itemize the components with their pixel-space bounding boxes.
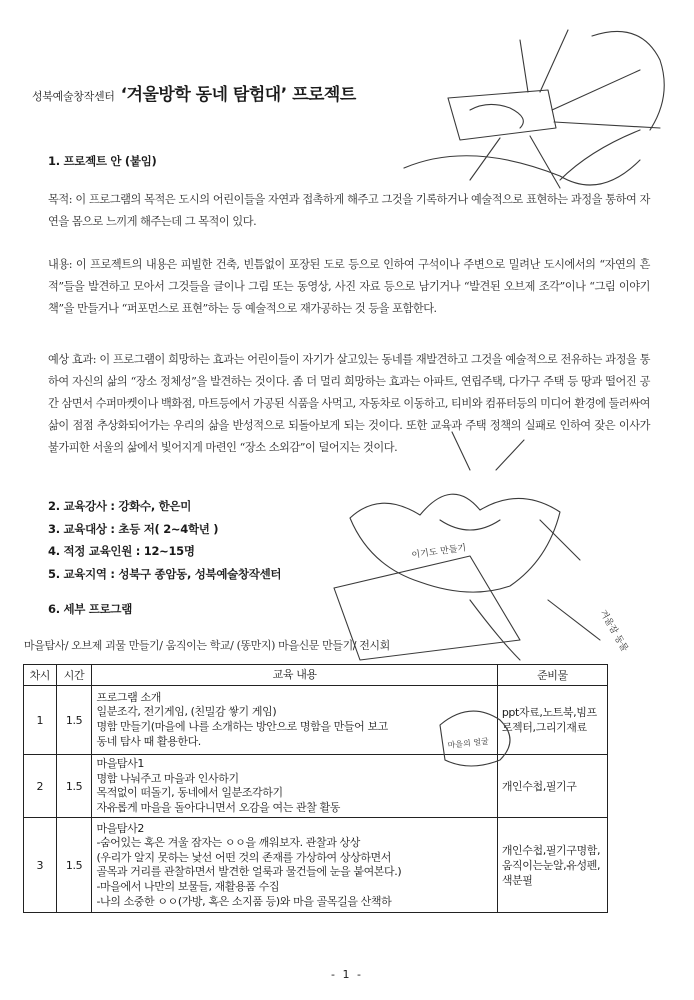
creature-doodle-mid: [350, 432, 560, 592]
session-number: 3: [24, 818, 57, 913]
section-6-heading: 6. 세부 프로그램: [48, 602, 133, 616]
content-paragraph: 내용: 이 프로젝트의 내용은 피빌한 건축, 빈틈없이 포장된 도로 등으로 인하여 구석이나 주변으로 밀려난 도시에서의 “자연의 흔적”들을 발견하고 모아서 그것들을 글이나 그림 또는 동영상, 사진 자료 등으로 남기거나 “발견된 오브제 조각”이나 “그림 이야기 책”을 만들거나 “퍼포먼스로 표현”하는 등 예술적으로 재가공하는 것 등을 포함한다.: [48, 258, 650, 315]
header-time: 시간: [56, 665, 92, 686]
content-line: -숨어있는 혹은 겨울 잠자는 ㅇㅇ을 깨워보자. 관찰과 상상: [96, 836, 361, 850]
effect-paragraph: 예상 효과: 이 프로그램이 희망하는 효과는 어린이들이 자기가 살고있는 동네를 재발견하고 그것을 예술적으로 전유하는 과정을 통하여 자신의 삶의 “장소 정체성”을 발견하는 것이다. 좀 더 멀리 희망하는 효과는 아파트, 연립주택, 다가구 주택 등 땅과 떨어진 공간 삼면서 수퍼마켓이나 백화점, 마트등에서 가공된 식품을 사먹고, 자동차로 이동하고, 티비와 컴퓨터등의 미디어 환경에 둘러싸여 삶이 점점 추상화되어가는 우리의 삶을 반성적으로 되돌아보게 되는 것이다. 또한 교육과 주택 정책의 실패로 인하여 잦은 이사가 불가피한 서울의 삶에서 빛어지게 마련인 “장소 소외감”이 덜어지는 것이다.: [48, 353, 650, 454]
content-line: -나의 소중한 ㅇㅇ(가방, 혹은 소지품 등)와 마을 골목길을 산책하: [96, 894, 392, 908]
content-line: 마을탐사2: [96, 821, 144, 835]
creature-doodle-top: [404, 30, 660, 188]
project-title: ‘겨울방학 동네 탐험대’ 프로젝트: [120, 85, 356, 105]
class-size-line: 4. 적정 교육인원 : 12~15명: [48, 544, 195, 558]
purpose-paragraph: 목적: 이 프로그램의 목적은 도시의 어린이들을 자연과 접촉하게 해주고 그것을 기록하거나 예술적으로 표현하는 과정을 통하여 자연을 몸으로 느끼게 해주는데 그 목적이 있다.: [48, 193, 650, 228]
instructor-line: 2. 교육강사 : 강화수, 한은미: [48, 499, 192, 513]
content-line: -마을에서 나만의 보물들, 재활용품 수집: [96, 879, 280, 893]
session-time: 1.5: [56, 818, 92, 913]
handwritten-note-3: 마을의 얼굴: [447, 736, 490, 750]
content-line: 프로그램 소개: [96, 690, 161, 704]
session-number: 2: [24, 755, 57, 818]
session-supplies: 개인수첩,필기구명함,움직이는눈알,유성펜,색분필: [497, 818, 607, 913]
organization-name: 성북예술창작센터: [32, 90, 115, 103]
session-supplies: 개인수첩,필기구: [497, 755, 607, 818]
handwritten-note-2: 겨울잠 동물: [597, 608, 630, 654]
area-line: 5. 교육지역 : 성북구 종암동, 성북예술창작센터: [48, 566, 282, 581]
content-line: 자유롭게 마을을 돌아다니면서 오감을 여는 관찰 활동: [96, 800, 341, 814]
content-line: 일분조각, 전기게임, (친밀감 쌓기 게임): [96, 705, 277, 719]
section-1-heading: 1. 프로젝트 안 (붙임): [48, 154, 157, 168]
content-line: 명함 만들기(마을에 나를 소개하는 방안으로 명함을 만들어 보고: [96, 720, 388, 733]
header-session: 차시: [24, 665, 57, 686]
program-summary: 마을탐사/ 오브제 괴물 만들기/ 움직이는 학교/ (똥만지) 마을신문 만들기/ 전시회: [24, 639, 390, 652]
header-content: 교육 내용: [92, 665, 497, 686]
content-line: 마을탐사1: [96, 757, 144, 770]
content-line: 동네 탐사 때 활용한다.: [96, 734, 201, 748]
session-time: 1.5: [56, 755, 92, 818]
session-time: 1.5: [56, 686, 92, 755]
content-line: (우리가 알지 못하는 낯선 어떤 것의 존재를 가상하여 상상하면서: [96, 850, 392, 864]
content-line: 목적없이 떠돌기, 동네에서 일분조각하기: [96, 786, 283, 800]
content-line: 골목과 거리를 관찰하면서 발견한 얼룩과 물건들에 눈을 붙여본다.): [96, 865, 402, 879]
page-number: - 1 -: [331, 968, 363, 981]
handwritten-note-1: 이기도 만들기: [411, 543, 467, 561]
header-supplies: 준비물: [497, 665, 607, 686]
session-number: 1: [24, 686, 57, 755]
session-supplies: ppt자료,노트북,빔프로젝터,그리기재료: [497, 686, 607, 755]
target-line: 3. 교육대상 : 초등 저( 2~4학년 ): [48, 521, 219, 536]
content-line: 명함 나눠주고 마을과 인사하기: [96, 771, 239, 785]
